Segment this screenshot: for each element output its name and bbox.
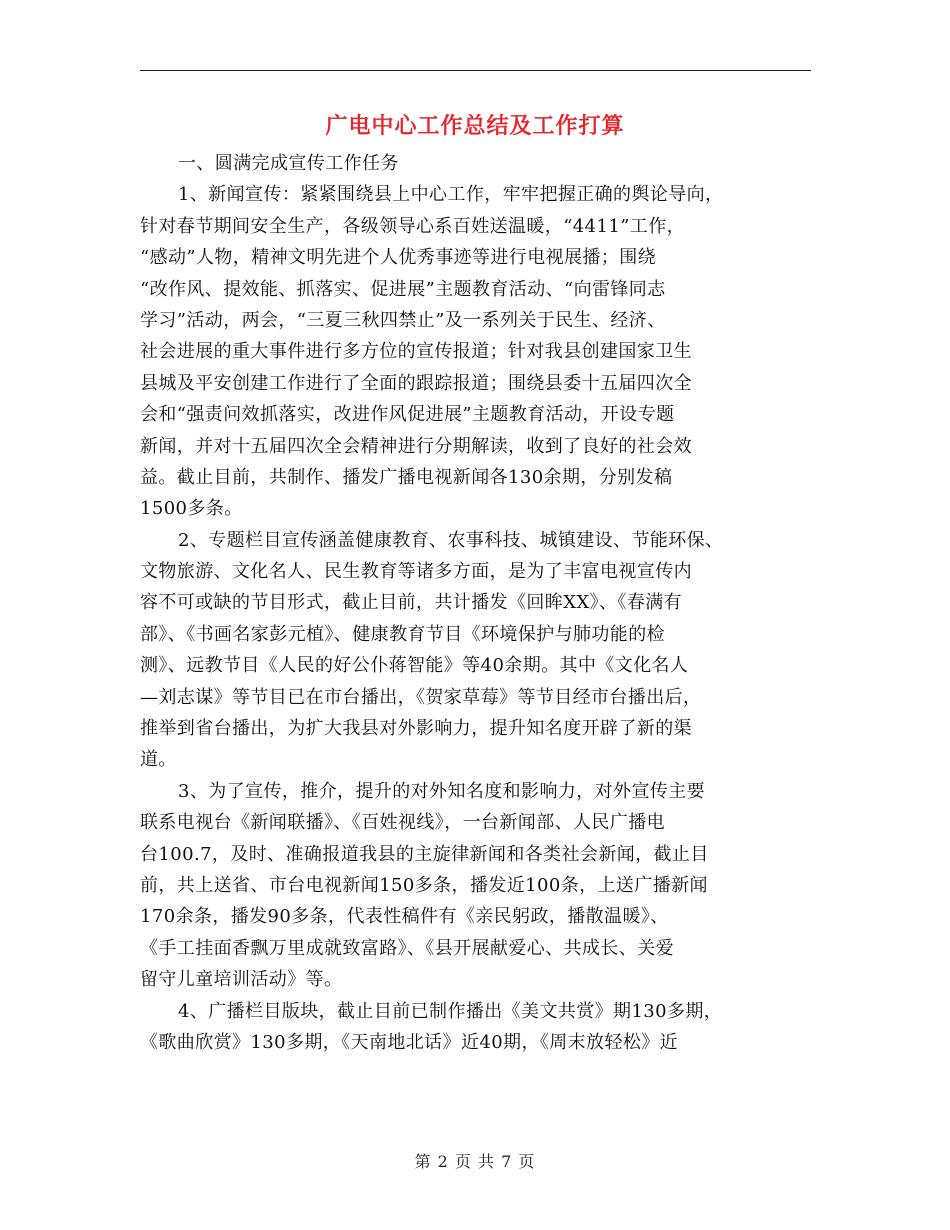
text-line: —刘志谋》等节目已在市台播出，《贺家草莓》等节目经市台播出后， [140,686,702,708]
page-number-footer: 第 2 页 共 7 页 [414,1152,536,1171]
text-line: 道。 [140,749,177,771]
text-line: 社会进展的重大事件进行多方位的宣传报道；针对我县创建国家卫生 [140,341,692,363]
text-line: 3、为了宣传，推介，提升的对外知名度和影响力，对外宣传主要 [178,780,706,802]
text-line: “感动”人物，精神文明先进个人优秀事迹等进行电视展播；围绕 [140,247,657,269]
text-line: 容不可或缺的节目形式，截止目前，共计播发《回眸XX》、《春满有 [140,592,683,614]
document-body [140,148,820,1058]
text-line: “改作风、提效能、抓落实、促进展”主题教育活动、“向雷锋同志 [140,278,666,300]
text-line: 一、圆满完成宣传工作任务 [178,153,399,174]
text-line: 前，共上送省、市台电视新闻150多条，播发近100条，上送广播新闻 [140,874,708,896]
text-line: 1、新闻宣传：紧紧围绕县上中心工作，牢牢把握正确的舆论导向， [178,184,724,206]
text-line: 益。截止目前，共制作、播发广播电视新闻各130余期，分别发稿 [140,466,673,488]
text-line: 测》、远教节目《人民的好公仆蒋智能》等40余期。其中《文化名人 [140,655,689,677]
text-line: 学习”活动，两会，“三夏三秋四禁止”及一系列关于民生、经济、 [140,309,666,331]
text-line: 《歌曲欣赏》130多期，《天南地北话》近40期，《周末放轻松》近 [140,1031,679,1053]
text-line: 县城及平安创建工作进行了全面的跟踪报道；围绕县委十五届四次全 [140,372,692,394]
text-line: 文物旅游、文化名人、民生教育等诸多方面，是为了丰富电视宣传内 [140,561,692,583]
text-line: 推举到省台播出，为扩大我县对外影响力，提升知名度开辟了新的渠 [140,718,692,740]
text-line: 会和“强责问效抓落实，改进作风促进展”主题教育活动，开设专题 [140,404,675,426]
text-line: 《手工挂面香飘万里成就致富路》、《县开展献爱心、共成长、关爱 [140,937,674,959]
text-line: 台100.7，及时、准确报道我县的主旋律新闻和各类社会新闻，截止目 [140,843,709,865]
document-title: 广电中心工作总结及工作打算 [325,113,625,139]
text-line: 部》、《书画名家彭元植》、健康教育节目《环境保护与肺功能的检 [140,623,665,645]
text-line: 1500多条。 [140,498,243,520]
text-line: 170余条，播发90多条，代表性稿件有《亲民躬政，播散温暖》、 [140,906,669,928]
text-line: 针对春节期间安全生产，各级领导心系百姓送温暖，“4411”工作， [140,215,686,237]
text-line: 4、广播栏目版块，截止目前已制作播出《美文共赏》期130多期， [178,1000,723,1022]
text-line: 联系电视台《新闻联播》、《百姓视线》，一台新闻部、人民广播电 [140,812,665,834]
header-rule [140,70,811,71]
text-line: 留守儿童培训活动》等。 [140,969,343,991]
text-line: 2、专题栏目宣传涵盖健康教育、农事科技、城镇建设、节能环保、 [178,529,724,551]
text-line: 新闻，并对十五届四次全会精神进行分期解读，收到了良好的社会效 [140,435,692,457]
